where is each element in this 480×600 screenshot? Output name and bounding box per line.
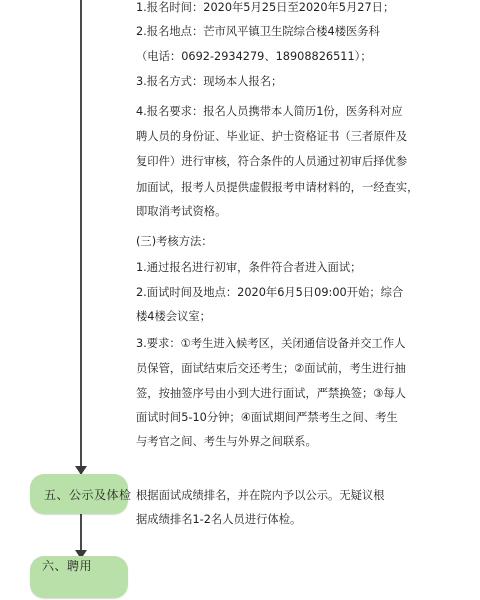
- registration-requirements-line: 即取消考试资格。: [136, 205, 227, 218]
- stage-label: 六、聘用: [42, 559, 93, 573]
- assessment-item-3: 3.要求：①考生进入候考区，关闭通信设备并交工作人: [136, 337, 406, 350]
- stage-employment: [30, 556, 128, 598]
- registration-requirements-line: 加面试，报考人员提供虚假报考申请材料的，一经查实，: [136, 181, 419, 194]
- registration-requirements-line: 聘人员的身份证、毕业证、护士资格证书（三者原件及: [136, 130, 408, 143]
- registration-method: 3.报名方式：现场本人报名；: [136, 75, 283, 88]
- stage-label: 五、公示及体检: [44, 488, 132, 502]
- stage-publicity-text: 据成绩排名1-2名人员进行体检。: [136, 513, 302, 526]
- assessment-item-3: 员保管，面试结束后交还考生；②面试前，考生进行抽: [136, 362, 406, 375]
- registration-requirements-line: 复印件）进行审核，符合条件的人员通过初审后择优参: [136, 155, 408, 168]
- assessment-item-3: 面试时间5-10分钟；④面试期间严禁考生之间、考生: [136, 411, 398, 424]
- registration-phone: （电话：0692-2934279、18908826511）；: [136, 50, 372, 63]
- assessment-item-3: 与考官之间、考生与外界之间联系。: [136, 435, 317, 448]
- stage-publicity-text: 根据面试成绩排名，并在院内予以公示。无疑议根: [136, 489, 385, 502]
- assessment-heading: (三)考核方法：: [136, 235, 213, 248]
- registration-place: 2.报名地点：芒市风平镇卫生院综合楼4楼医务科: [136, 25, 380, 38]
- stage-publicity-exam: [30, 474, 132, 514]
- registration-time: 1.报名时间：2020年5月25日至2020年5月27日；: [136, 1, 395, 14]
- assessment-item-2: 2.面试时间及地点：2020年6月5日09:00开始；综合: [136, 286, 404, 299]
- assessment-item-2: 楼4楼会议室；: [136, 310, 211, 323]
- assessment-item-1: 1.通过报名进行初审，条件符合者进入面试；: [136, 261, 362, 274]
- registration-requirements-line: 4.报名要求：报名人员携带本人简历1份，医务科对应: [136, 105, 403, 118]
- assessment-item-3: 签，按抽签序号由小到大进行面试，严禁换签；③每人: [136, 387, 406, 400]
